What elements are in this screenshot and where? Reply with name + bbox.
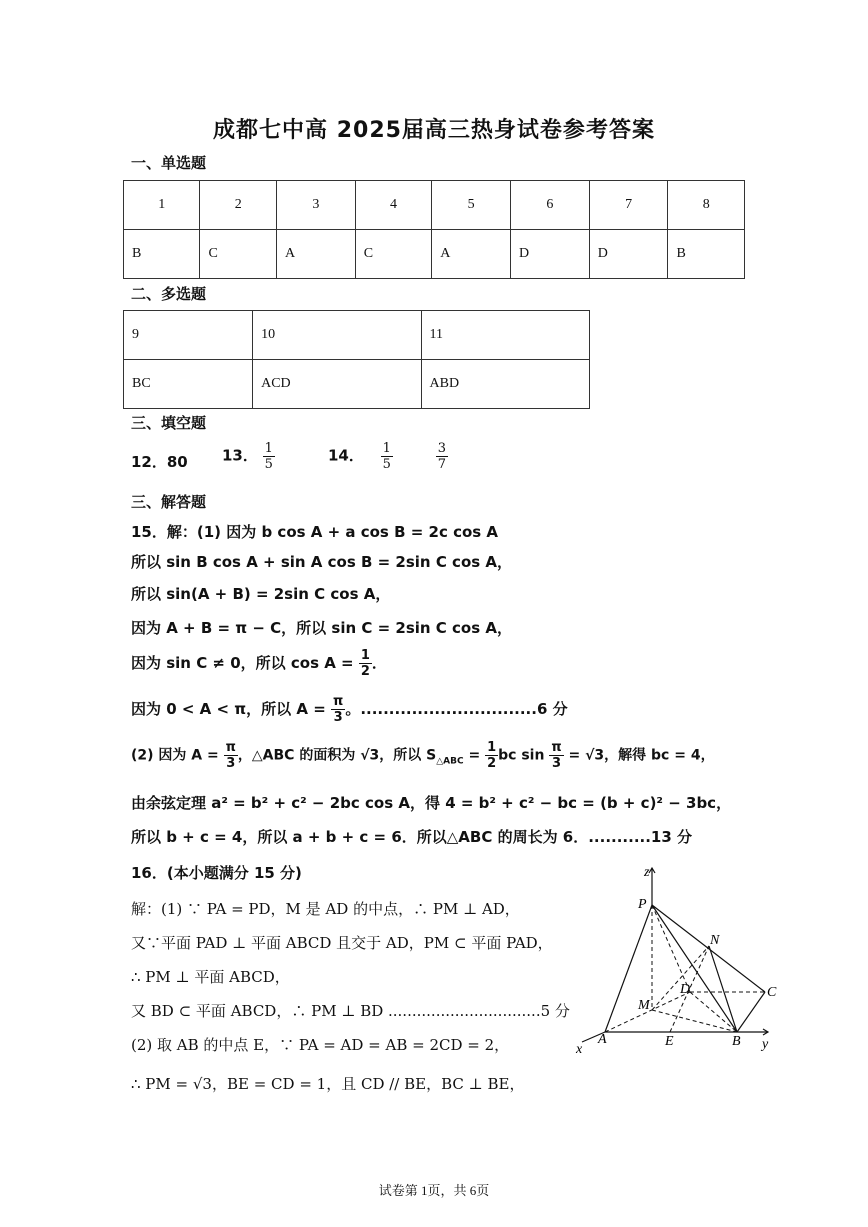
text: bc sin: [498, 747, 545, 764]
pyramid-figure: [570, 860, 790, 1060]
edge-PC: [652, 905, 765, 992]
fraction: [381, 441, 393, 472]
denominator: 2: [487, 756, 497, 771]
numerator: 1: [487, 740, 497, 755]
text: (2) 因为 A =: [131, 747, 219, 764]
q16-line-4: 又 BD ⊂ 平面 ABCD，∴ PM ⊥ BD ................................5 分: [131, 1002, 570, 1020]
table-cell: 5: [432, 181, 511, 230]
label-x: x: [576, 1042, 583, 1057]
q15-line-3: 所以 sin(A + B) = 2sin C cos A，: [131, 585, 391, 603]
text: 因为 0 < A < π，所以 A =: [131, 700, 326, 718]
edge-BC: [737, 992, 765, 1032]
q15-line-4: 因为 A + B = π − C，所以 sin C = 2sin C cos A，: [131, 619, 512, 637]
table-cell: 4: [355, 181, 431, 230]
label-C: C: [767, 985, 777, 1000]
table-cell: 6: [510, 181, 589, 230]
denominator: 2: [360, 664, 370, 679]
q15-line-5: [131, 648, 387, 679]
section-multi-choice: 二、多选题: [131, 285, 207, 303]
table-cell: D: [589, 230, 668, 279]
label-z: z: [644, 865, 650, 880]
page-footer: 试卷第 1页，共 6页: [378, 1183, 490, 1198]
denominator: 3: [551, 756, 561, 771]
section-single-choice: 一、单选题: [131, 154, 207, 172]
q15-line-2: 所以 sin B cos A + sin A cos B = 2sin C cos A，: [131, 553, 513, 571]
table-row: [124, 181, 745, 230]
answer-13-label: 13．: [222, 446, 258, 465]
label-A: A: [598, 1032, 607, 1047]
table-cell: 10: [253, 311, 421, 360]
label-P: P: [638, 897, 647, 912]
label-D: D: [680, 982, 691, 997]
table-cell: 1: [124, 181, 200, 230]
q15-line-8: 由余弦定理 a² = b² + c² − 2bc cos A，得 4 = b² + c² − bc = (b + c)² − 3bc，: [131, 794, 732, 812]
q16-header: 16．(本小题满分 15 分): [131, 864, 302, 882]
label-N: N: [710, 933, 720, 948]
denominator: 7: [437, 457, 446, 472]
table-row: [124, 311, 590, 360]
denominator: 5: [264, 457, 273, 472]
table-cell: A: [432, 230, 511, 279]
section-solve: 三、解答题: [131, 493, 207, 511]
table-cell: 9: [124, 311, 253, 360]
answer-13: [222, 441, 275, 472]
table-cell: BC: [124, 360, 253, 409]
table-cell: ABD: [421, 360, 589, 409]
numerator: π: [333, 694, 344, 709]
multi-choice-table: [123, 310, 590, 409]
label-M: M: [638, 998, 650, 1013]
table-cell: D: [510, 230, 589, 279]
answer-14: [328, 441, 448, 472]
numerator: 1: [264, 441, 273, 456]
q16-line-5: (2) 取 AB 的中点 E，∵ PA = AD = AB = 2CD = 2，: [131, 1036, 510, 1054]
q16-line-6: ∴ PM = √3，BE = CD = 1，且 CD // BE，BC ⊥ BE，: [131, 1075, 525, 1093]
q15-line-7: [131, 740, 715, 771]
subscript: △ABC: [436, 756, 464, 767]
q16-line-1: 解：(1) ∵ PA = PD，M 是 AD 的中点，∴ PM ⊥ AD，: [131, 900, 520, 918]
table-cell: ACD: [253, 360, 421, 409]
table-cell: B: [124, 230, 200, 279]
fraction: [359, 648, 372, 679]
numerator: π: [551, 740, 562, 755]
fraction: [331, 694, 345, 725]
table-cell: B: [668, 230, 745, 279]
table-row: [124, 360, 590, 409]
fraction: [263, 441, 275, 472]
table-cell: 3: [276, 181, 355, 230]
text: ．: [371, 654, 387, 672]
table-cell: A: [276, 230, 355, 279]
table-row: [124, 230, 745, 279]
fraction: [485, 740, 498, 771]
q15-line-6: [131, 694, 568, 725]
text: =: [463, 747, 481, 764]
q16-line-2: 又∵平面 PAD ⊥ 平面 ABCD 且交于 AD，PM ⊂ 平面 PAD，: [131, 934, 553, 952]
numerator: π: [225, 740, 236, 755]
label-B: B: [732, 1034, 741, 1049]
table-cell: 7: [589, 181, 668, 230]
table-cell: 8: [668, 181, 745, 230]
edge-PD: [652, 905, 690, 992]
denominator: 5: [382, 457, 391, 472]
page-title: 成都七中高 2025届高三热身试卷参考答案: [213, 118, 655, 143]
segment-NB: [709, 946, 737, 1032]
single-choice-table: [123, 180, 745, 279]
q16-line-3: ∴ PM ⊥ 平面 ABCD，: [131, 968, 290, 986]
text: 因为 sin C ≠ 0，所以 cos A =: [131, 654, 354, 672]
answer-14-label: 14．: [328, 446, 364, 465]
table-cell: 11: [421, 311, 589, 360]
fraction: [436, 441, 448, 472]
q15-line-1: 15．解：(1) 因为 b cos A + a cos B = 2c cos A: [131, 523, 499, 541]
answer-12: 12．80: [131, 453, 188, 471]
label-y: y: [762, 1037, 769, 1052]
text: = √3，解得 bc = 4，: [563, 747, 715, 764]
section-fill-blank: 三、填空题: [131, 414, 207, 432]
label-E: E: [665, 1034, 674, 1049]
text: ，△ABC 的面积为 √3，所以 S: [237, 747, 437, 764]
denominator: 3: [333, 710, 343, 725]
q15-line-9: 所以 b + c = 4，所以 a + b + c = 6．所以△ABC 的周长为 6．...........13 分: [131, 828, 693, 846]
numerator: 1: [382, 441, 391, 456]
table-cell: C: [355, 230, 431, 279]
numerator: 1: [360, 648, 370, 663]
edge-PB: [652, 905, 737, 1032]
table-cell: 2: [200, 181, 276, 230]
text: 。...............................6 分: [345, 700, 568, 718]
fraction: [549, 740, 563, 771]
numerator: 3: [437, 441, 446, 456]
table-cell: C: [200, 230, 276, 279]
fraction: [224, 740, 238, 771]
denominator: 3: [226, 756, 236, 771]
